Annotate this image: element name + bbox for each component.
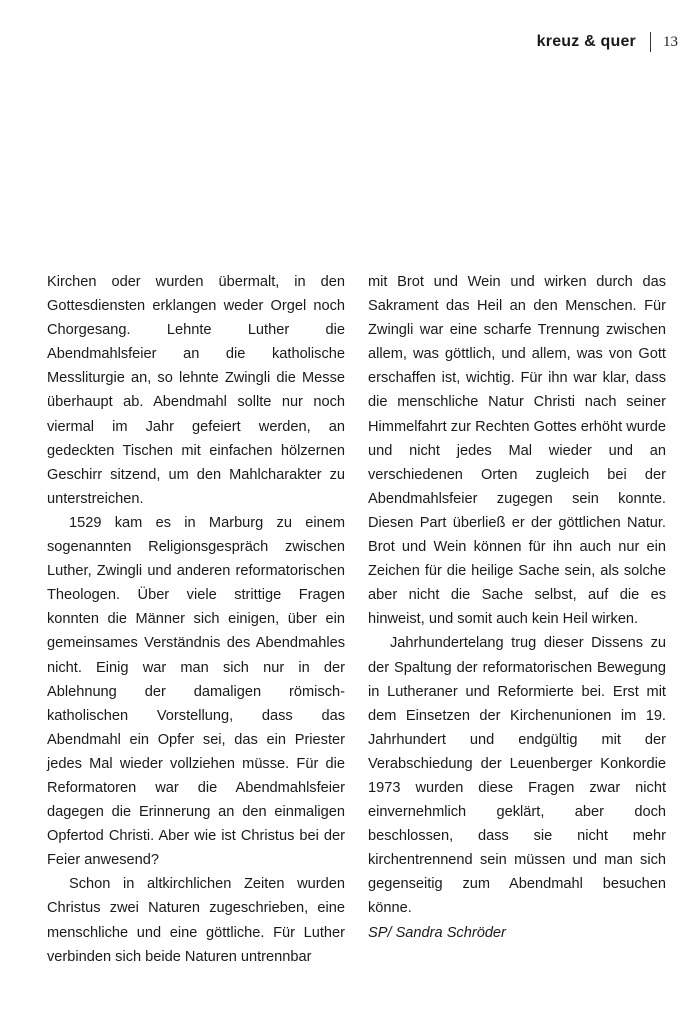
left-column (47, 270, 345, 969)
left-paragraph-1: Kirchen oder wurden übermalt, in den Gottesdiensten erklangen weder Orgel noch Chorgesang. Lehnte Luther die Abendmahlsfeier an die katholische Messliturgie an, so lehnte Zwingli die Messe überhaupt ab. Abendmahl sollte nur noch viermal im Jahr gefeiert werden, an gedeckten Tischen mit einfachen hölzernen Geschirr sitzend, um den Mahlcharakter zu unterstreichen. (47, 274, 345, 507)
right-paragraph-1: mit Brot und Wein und wirken durch das Sakrament das Heil an den Menschen. Für Zwingli war eine scharfe Trennung zwischen allem, was göttlich, und allem, was von Gott erschaffen ist, wichtig. Für ihn war klar, dass die menschliche Natur Christi nach seiner Himmelfahrt zur Rechten Gottes erhöht wurde und nicht jedes Mal wieder und an verschiedenen Orten zugleich bei der Abendmahlsfeier zugegen sein konnte. Diesen Part überließ er der göttlichen Natur. Brot und Wein können für ihn auch nur ein Zeichen für die heilige Sache sein, als solche aber nicht die Sache selbst, auf die es hinweist, und somit auch kein Heil wirken. (368, 274, 666, 628)
magazine-title: kreuz & quer (536, 33, 636, 50)
right-column (368, 270, 666, 945)
left-paragraph-3: Schon in altkirchlichen Zeiten wurden Christus zwei Naturen zugeschrieben, eine menschliche und eine göttliche. Für Luther verbinden sich beide Naturen untrennbar (47, 876, 345, 965)
header-divider (650, 32, 651, 52)
left-paragraph-2: 1529 kam es in Marburg zu einem sogenannten Religionsgespräch zwischen Luther, Zwingli und anderen reformatorischen Theologen. Über viele strittige Fragen konnten die Männer sich einigen, über ein gemeinsames Verständnis des Abendmahles nicht. Einig war man sich nur in der Ablehnung der damaligen römisch-katholischen Vorstellung, dass das Abendmahl ein Opfer sei, das ein Priester jedes Mal wieder vollziehen müsse. Für die Reformatoren war die Abendmahlsfeier dagegen die Erinnerung an den einmaligen Opfertod Christi. Aber wie ist Christus bei der Feier anwesend? (47, 514, 345, 869)
page-number: 13 (663, 33, 678, 50)
right-paragraph-2: Jahrhundertelang trug dieser Dissens zu der Spaltung der reformatorischen Bewegung in Lutheraner und Reformierte bei. Erst mit dem Einsetzen der Kirchenunionen im 19. Jahrhundert und endgültig mit der Verabschiedung der Leuenberger Konkordie 1973 wurden diese Fragen zwar nicht einvernehmlich geklärt, aber doch beschlossen, dass sie nicht mehr kirchentrennend sein müssen und man sich gegenseitig zum Abendmahl besuchen könne. (368, 635, 666, 917)
page-header (537, 32, 678, 52)
author-signature: SP/ Sandra Schröder (368, 924, 506, 941)
